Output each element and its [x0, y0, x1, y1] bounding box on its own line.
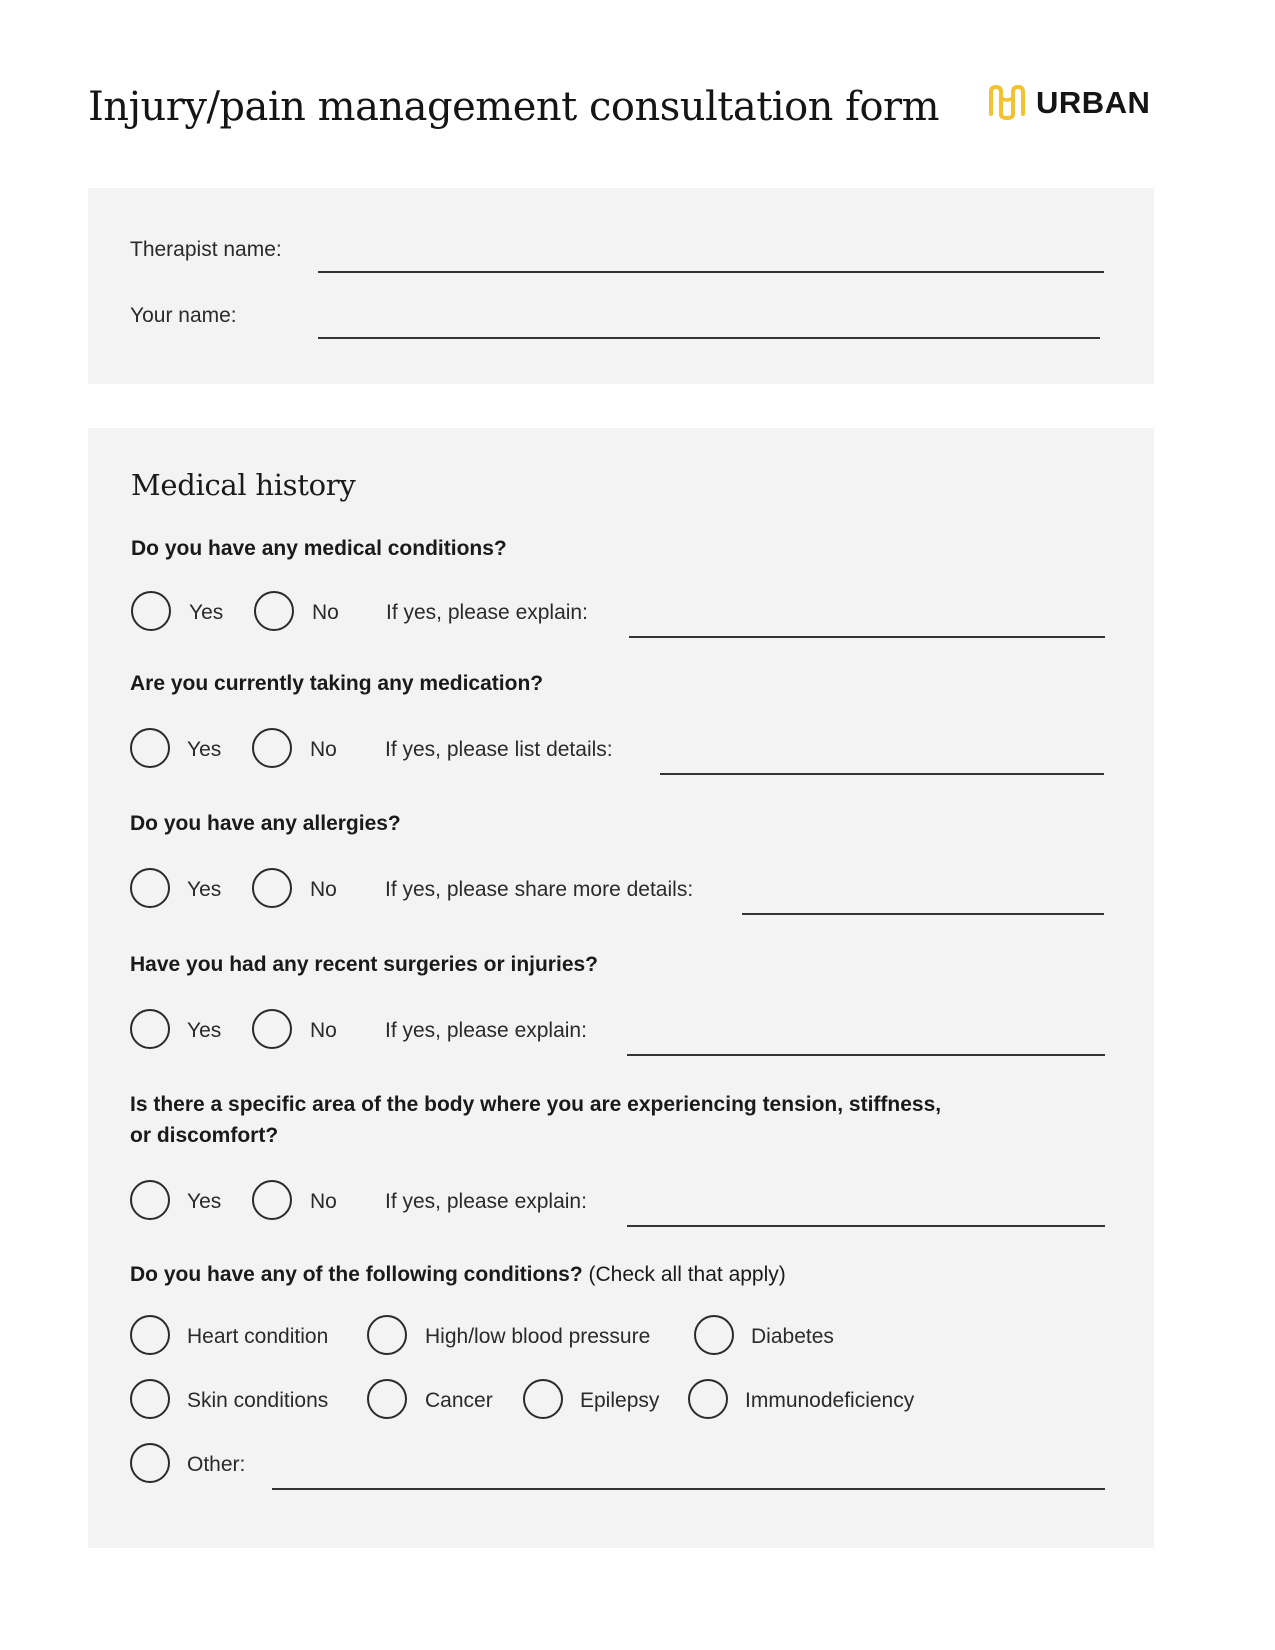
- diabetes-checkbox[interactable]: [694, 1315, 734, 1355]
- medical-conditions-explain-field[interactable]: [629, 636, 1105, 638]
- no-label: No: [310, 878, 337, 901]
- epilepsy-label: Epilepsy: [580, 1389, 660, 1412]
- details-label: If yes, please list details:: [385, 738, 613, 761]
- surgeries-no-radio[interactable]: [252, 1009, 292, 1049]
- other-label: Other:: [187, 1453, 246, 1476]
- cancer-label: Cancer: [425, 1389, 493, 1412]
- yes-label: Yes: [187, 1019, 222, 1042]
- question-body-area: Is there a specific area of the body where you are experiencing tension, stiffness, or discomfort?: [130, 1093, 942, 1147]
- brand-logo: [986, 84, 1150, 122]
- surgeries-explain-field[interactable]: [627, 1054, 1105, 1056]
- explain-label: If yes, please explain:: [385, 1190, 587, 1213]
- medication-yes-radio[interactable]: [130, 728, 170, 768]
- immunodeficiency-label: Immunodeficiency: [745, 1389, 915, 1412]
- medical-conditions-yes-radio[interactable]: [131, 591, 171, 631]
- no-label: No: [310, 1019, 337, 1042]
- details-panel: [88, 188, 1154, 384]
- your-name-label: Your name:: [130, 304, 237, 327]
- page-title: Injury/pain management consultation form: [88, 84, 940, 130]
- no-label: No: [310, 1190, 337, 1213]
- question-conditions: [130, 1259, 1030, 1290]
- medication-no-radio[interactable]: [252, 728, 292, 768]
- urban-logo-icon: [986, 84, 1028, 122]
- logo-text: URBAN: [1036, 85, 1151, 120]
- explain-label: If yes, please explain:: [386, 601, 588, 624]
- body-area-yes-radio[interactable]: [130, 1180, 170, 1220]
- question-medication: Are you currently taking any medication?: [130, 672, 544, 695]
- medical-history-panel: [88, 428, 1154, 1548]
- therapist-name-label: Therapist name:: [130, 238, 282, 261]
- skin-conditions-checkbox[interactable]: [130, 1379, 170, 1419]
- your-name-field[interactable]: [318, 337, 1100, 339]
- cancer-checkbox[interactable]: [367, 1379, 407, 1419]
- blood-pressure-label: High/low blood pressure: [425, 1325, 651, 1348]
- no-label: No: [312, 601, 339, 624]
- allergies-no-radio[interactable]: [252, 868, 292, 908]
- question-surgeries-injuries: Have you had any recent surgeries or injuries?: [130, 953, 598, 976]
- question-allergies: Do you have any allergies?: [130, 812, 401, 835]
- yes-label: Yes: [187, 1190, 222, 1213]
- yes-label: Yes: [187, 738, 222, 761]
- epilepsy-checkbox[interactable]: [523, 1379, 563, 1419]
- allergies-yes-radio[interactable]: [130, 868, 170, 908]
- heart-condition-checkbox[interactable]: [130, 1315, 170, 1355]
- yes-label: Yes: [187, 878, 222, 901]
- medical-conditions-no-radio[interactable]: [254, 591, 294, 631]
- section-title: Medical history: [131, 468, 356, 502]
- other-conditions-field[interactable]: [272, 1488, 1105, 1490]
- therapist-name-field[interactable]: [318, 271, 1104, 273]
- heart-condition-label: Heart condition: [187, 1325, 329, 1348]
- diabetes-label: Diabetes: [751, 1325, 834, 1348]
- body-area-no-radio[interactable]: [252, 1180, 292, 1220]
- other-checkbox[interactable]: [130, 1443, 170, 1483]
- conditions-note: (Check all that apply): [588, 1263, 786, 1286]
- no-label: No: [310, 738, 337, 761]
- blood-pressure-checkbox[interactable]: [367, 1315, 407, 1355]
- question-medical-conditions: Do you have any medical conditions?: [131, 537, 507, 560]
- body-area-explain-field[interactable]: [627, 1225, 1105, 1227]
- share-details-label: If yes, please share more details:: [385, 878, 694, 901]
- conditions-question-text: Do you have any of the following conditions?: [130, 1263, 583, 1286]
- yes-label: Yes: [189, 601, 224, 624]
- immunodeficiency-checkbox[interactable]: [688, 1379, 728, 1419]
- medication-details-field[interactable]: [660, 773, 1104, 775]
- allergies-details-field[interactable]: [742, 913, 1104, 915]
- surgeries-yes-radio[interactable]: [130, 1009, 170, 1049]
- explain-label: If yes, please explain:: [385, 1019, 587, 1042]
- skin-conditions-label: Skin conditions: [187, 1389, 329, 1412]
